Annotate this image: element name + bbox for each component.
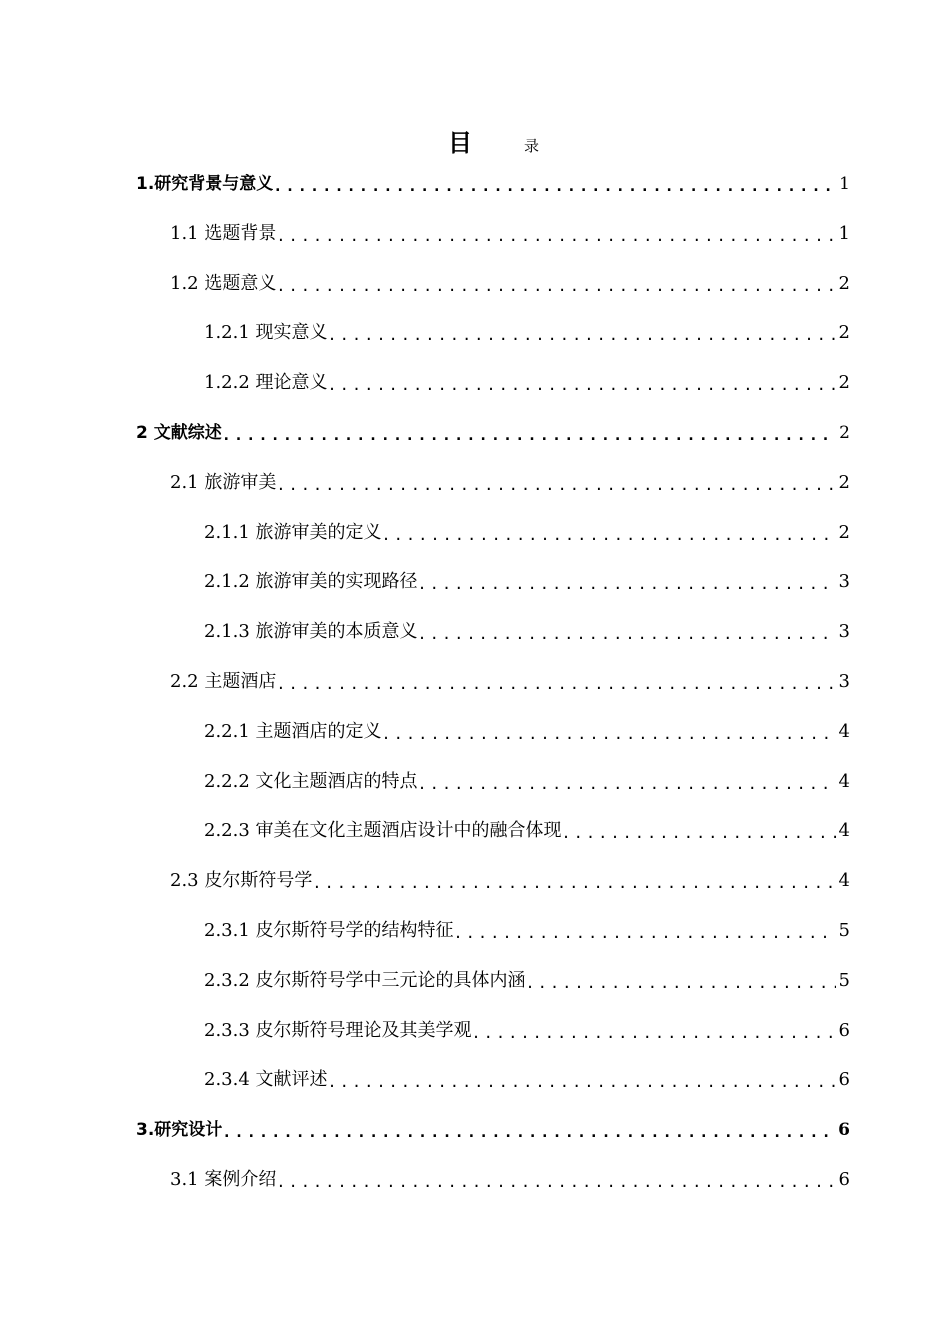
- toc-entry-leader-dots: [276, 474, 836, 496]
- toc-entry-page-number: 3: [838, 671, 850, 692]
- toc-title-sub: 录: [524, 137, 540, 155]
- toc-entry-label: 2.1.3 旅游审美的本质意义: [204, 621, 418, 643]
- toc-entry[interactable]: [170, 1167, 850, 1193]
- toc-entry-label: 1.研究背景与意义: [136, 174, 274, 194]
- toc-entry-page-number: 5: [838, 969, 850, 991]
- toc-entry-leader-dots: [526, 972, 836, 994]
- toc-entry-label: 2.1.1 旅游审美的定义: [204, 521, 382, 543]
- toc-entry-label: 2.3.3 皮尔斯符号理论及其美学观: [204, 1019, 472, 1041]
- toc-entry-leader-dots: [382, 524, 836, 546]
- toc-entry-page-number: 4: [838, 720, 850, 742]
- toc-entry-leader-dots: [454, 922, 836, 944]
- toc-entry-label: 3.1 案例介绍: [170, 1169, 277, 1190]
- toc-entry-leader-dots: [222, 1121, 836, 1143]
- toc-entry-page-number: 4: [838, 820, 850, 842]
- toc-entry-label: 2.2.3 审美在文化主题酒店设计中的融合体现: [204, 820, 562, 842]
- toc-entry[interactable]: [136, 1117, 850, 1143]
- toc-entry[interactable]: [204, 968, 850, 994]
- toc-entry-page-number: 4: [838, 770, 850, 792]
- toc-entry-leader-dots: [418, 773, 836, 795]
- toc-entry-leader-dots: [328, 374, 836, 396]
- toc-entry-page-number: 6: [838, 1019, 850, 1041]
- toc-entry[interactable]: [170, 669, 850, 695]
- toc-entry-leader-dots: [276, 275, 836, 297]
- toc-entry-page-number: 2: [838, 521, 850, 543]
- toc-entry[interactable]: [204, 320, 850, 346]
- toc-entry[interactable]: [204, 1067, 850, 1093]
- toc-entry-label: 2.1.2 旅游审美的实现路径: [204, 571, 418, 593]
- toc-entry-leader-dots: [222, 424, 836, 446]
- toc-entry[interactable]: [136, 420, 850, 446]
- toc-entry-page-number: 3: [838, 621, 850, 643]
- toc-entry-label: 3.研究设计: [136, 1120, 223, 1141]
- toc-entry-label: 1.2 选题意义: [170, 272, 277, 294]
- toc-entry-label: 2 文献综述: [136, 423, 222, 443]
- toc-entry-leader-dots: [472, 1022, 836, 1044]
- toc-entry-leader-dots: [276, 673, 836, 695]
- toc-entry-label: 2.2.2 文化主题酒店的特点: [204, 770, 418, 792]
- toc-entry-label: 2.1 旅游审美: [170, 471, 277, 493]
- toc-entry[interactable]: [170, 470, 850, 496]
- toc-entry-page-number: 2: [838, 322, 850, 344]
- toc-entry[interactable]: [204, 1018, 850, 1044]
- toc-entry-label: 2.3.2 皮尔斯符号学中三元论的具体内涵: [204, 969, 526, 991]
- toc-entry-leader-dots: [562, 822, 836, 844]
- toc-entry-label: 1.1 选题背景: [170, 222, 277, 244]
- toc-entry[interactable]: [204, 569, 850, 595]
- toc-entry[interactable]: [170, 221, 850, 247]
- toc-entry-leader-dots: [328, 1071, 836, 1093]
- toc-title-main: 目: [448, 129, 472, 157]
- toc-entry[interactable]: [204, 918, 850, 944]
- toc-entry-label: 2.3 皮尔斯符号学: [170, 870, 313, 892]
- toc-entry-label: 1.2.1 现实意义: [204, 322, 328, 344]
- toc-entry-page-number: 6: [838, 1069, 850, 1091]
- toc-entry[interactable]: [170, 868, 850, 894]
- toc-entry-leader-dots: [382, 723, 836, 745]
- toc-entry[interactable]: [204, 818, 850, 844]
- toc-entry-page-number: 6: [838, 1120, 850, 1141]
- toc-entry[interactable]: [204, 769, 850, 795]
- toc-entry[interactable]: [204, 719, 850, 745]
- toc-entry-leader-dots: [418, 623, 836, 645]
- toc-entry-leader-dots: [276, 225, 836, 247]
- toc-entry-leader-dots: [273, 175, 836, 197]
- toc-entry-leader-dots: [328, 324, 836, 346]
- toc-entry-label: 2.3.4 文献评述: [204, 1069, 328, 1091]
- toc-entry-page-number: 6: [838, 1169, 850, 1190]
- toc-entry-page-number: 1: [838, 222, 850, 244]
- toc-entry-page-number: 4: [838, 870, 850, 892]
- toc-entry-leader-dots: [276, 1171, 836, 1193]
- toc-entry-label: 1.2.2 理论意义: [204, 372, 328, 394]
- toc-entry[interactable]: [170, 271, 850, 297]
- toc-entry[interactable]: [204, 619, 850, 645]
- toc-entry[interactable]: [204, 370, 850, 396]
- toc-entry-page-number: 2: [839, 423, 850, 443]
- toc-entry-page-number: 3: [838, 571, 850, 593]
- toc-title: [0, 128, 950, 160]
- toc-entry-label: 2.2 主题酒店: [170, 671, 277, 692]
- toc-entry-page-number: 2: [838, 372, 850, 394]
- toc-entry-leader-dots: [418, 573, 836, 595]
- toc-entry-page-number: 2: [838, 272, 850, 294]
- toc-entry-label: 2.2.1 主题酒店的定义: [204, 720, 382, 742]
- toc-entry[interactable]: [204, 520, 850, 546]
- toc-entry-leader-dots: [312, 872, 836, 894]
- toc-entry-page-number: 2: [838, 471, 850, 493]
- toc-entry-page-number: 5: [838, 920, 850, 941]
- toc-entry[interactable]: [136, 171, 850, 197]
- toc-entry-label: 2.3.1 皮尔斯符号学的结构特征: [204, 920, 454, 941]
- toc-entry-page-number: 1: [839, 174, 850, 194]
